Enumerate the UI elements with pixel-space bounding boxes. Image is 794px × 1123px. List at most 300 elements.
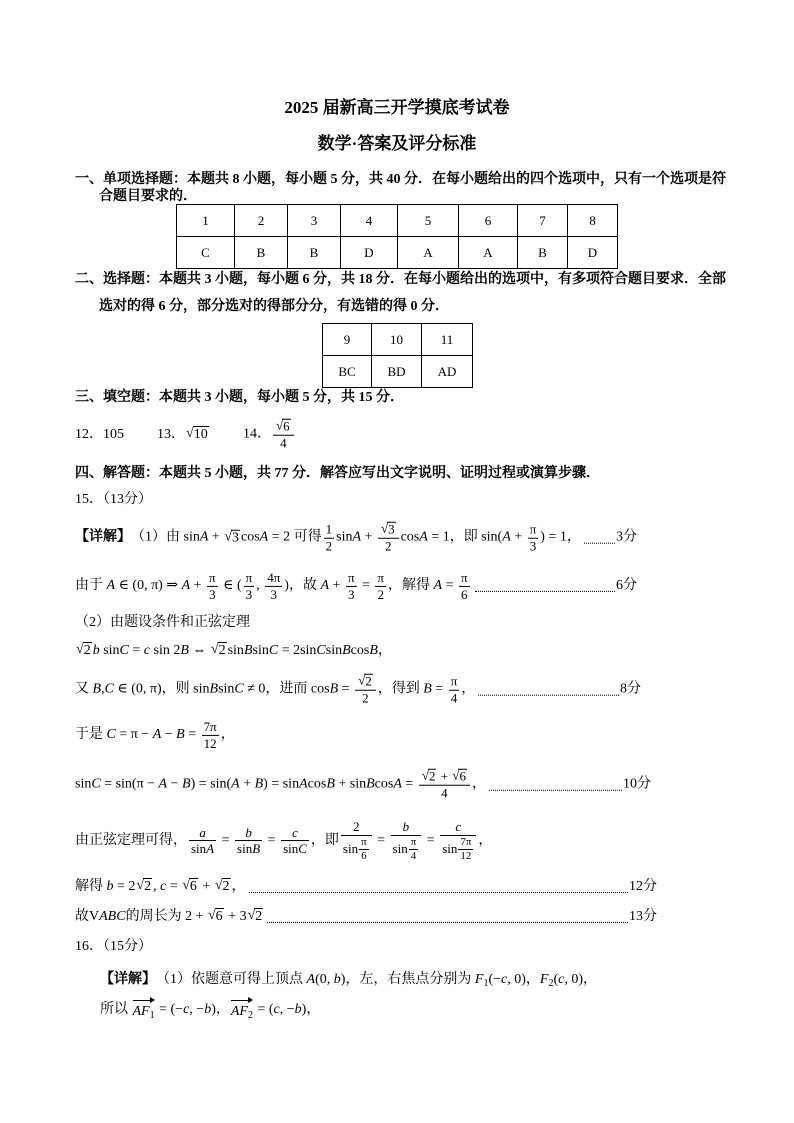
fraction bbox=[244, 570, 255, 602]
section1-heading: 一、单项选择题：本题共 8 小题，每小题 5 分，共 40 分．在每小题给出的四个选项中，只有一个选项是符 bbox=[75, 172, 726, 187]
text-run: + sin bbox=[334, 777, 367, 792]
dotted-leader bbox=[478, 695, 619, 696]
square-root bbox=[276, 419, 291, 435]
fraction bbox=[207, 570, 218, 602]
text-run: ( bbox=[553, 972, 559, 987]
fraction bbox=[459, 570, 470, 602]
q15-solution-line-2 bbox=[75, 570, 637, 602]
document-subtitle: 数学·答案及评分标准 bbox=[317, 134, 477, 153]
numerator bbox=[375, 570, 386, 586]
text-run: 3 bbox=[529, 538, 537, 554]
text-run: √ 2 bbox=[255, 909, 263, 925]
numerator bbox=[359, 836, 369, 849]
math-variable: b bbox=[294, 1002, 302, 1017]
q16-label: 16．（15分） bbox=[75, 939, 152, 954]
radicand bbox=[428, 769, 437, 785]
fraction bbox=[346, 570, 357, 602]
text-run: cos bbox=[374, 777, 394, 792]
text-run: 12 bbox=[203, 735, 217, 751]
numerator bbox=[440, 819, 476, 835]
math-variable: A bbox=[352, 530, 362, 545]
question-number-row bbox=[177, 205, 618, 237]
text-run: √ 2 bbox=[83, 643, 91, 659]
text-run: （1）依题意可得上顶点 bbox=[156, 972, 307, 987]
fraction bbox=[449, 674, 460, 706]
text-run: + bbox=[239, 777, 255, 792]
text-run: π bbox=[450, 673, 458, 689]
math-variable: b bbox=[106, 879, 114, 894]
text-run: = bbox=[338, 682, 354, 697]
numerator bbox=[189, 825, 216, 841]
text-run: ≠ 0，进而 cos bbox=[243, 682, 330, 697]
square-root bbox=[136, 878, 152, 895]
math-variable: c bbox=[292, 824, 298, 840]
vector bbox=[133, 999, 155, 1021]
text-run: , bbox=[153, 879, 161, 894]
denominator bbox=[528, 538, 539, 555]
text-run: (0, bbox=[315, 972, 334, 987]
denominator bbox=[459, 586, 470, 603]
radicand bbox=[189, 878, 198, 895]
multi-choice-answer-table bbox=[322, 323, 473, 388]
text-run: ∈ (0, π)，则 sin bbox=[113, 682, 210, 697]
fraction bbox=[265, 570, 282, 602]
text-run: √ 2 bbox=[218, 643, 226, 659]
question-number-cell: 6 bbox=[459, 205, 518, 237]
math-variable: B bbox=[243, 643, 253, 658]
section2-heading: 二、选择题：本题共 3 小题，每小题 6 分，共 18 分．在每小题给出的选项中，有多项符合题目要求．全部 bbox=[75, 272, 726, 287]
numerator bbox=[235, 825, 262, 841]
text-run: sin bbox=[237, 841, 253, 857]
math-variable: c bbox=[273, 1002, 280, 1017]
text-run: = bbox=[128, 643, 144, 658]
math-variable: c bbox=[558, 972, 565, 987]
math-variable: B bbox=[326, 777, 335, 792]
fraction bbox=[341, 819, 372, 863]
math-variable: C bbox=[106, 727, 116, 742]
math-variable: b bbox=[92, 643, 100, 658]
text-run: 7π bbox=[203, 718, 217, 734]
text-run: sin 2 bbox=[150, 643, 181, 658]
text-run: = bbox=[423, 833, 439, 848]
math-variable: A bbox=[106, 578, 116, 593]
numerator bbox=[419, 769, 470, 785]
text-run: cos bbox=[241, 530, 260, 545]
math-variable: B bbox=[176, 727, 185, 742]
numerator bbox=[324, 522, 335, 538]
math-variable: b bbox=[245, 824, 252, 840]
section1-heading-continued: 合题目要求的． bbox=[99, 189, 197, 204]
denominator bbox=[449, 690, 460, 707]
question-number-cell: 9 bbox=[323, 324, 372, 356]
text-run: ∈ (0, π) ⇒ bbox=[115, 578, 182, 593]
numerator bbox=[391, 819, 422, 835]
answer-cell: D bbox=[341, 237, 398, 269]
text-run: 6 bbox=[461, 586, 468, 602]
text-run: 12 bbox=[460, 849, 472, 862]
denominator bbox=[355, 690, 376, 707]
text-run: = bbox=[431, 682, 447, 697]
text-run: π bbox=[209, 569, 216, 585]
math-variable: A bbox=[231, 777, 240, 792]
vector bbox=[231, 999, 253, 1021]
radicand bbox=[143, 878, 152, 895]
math-variable: c bbox=[160, 879, 167, 894]
text-run: π bbox=[460, 569, 468, 585]
answer-cell: AD bbox=[422, 356, 473, 388]
text-run: , − bbox=[189, 1002, 205, 1017]
score: 13分 bbox=[629, 909, 657, 924]
text-run: sin bbox=[325, 643, 343, 658]
math-variable: A bbox=[502, 530, 511, 545]
text-run: = bbox=[166, 879, 182, 894]
text-run: 由正弦定理可得， bbox=[75, 833, 187, 848]
math-variable: A bbox=[152, 727, 162, 742]
answer-cell: B bbox=[288, 237, 341, 269]
numerator bbox=[458, 836, 473, 849]
text-run: 105 bbox=[103, 427, 124, 442]
fraction bbox=[409, 836, 419, 863]
numerator bbox=[202, 719, 219, 735]
text-run: √ 2 bbox=[222, 879, 230, 895]
text-run: = 2 bbox=[113, 879, 136, 894]
text-run: − bbox=[167, 777, 183, 792]
text-run: (− bbox=[488, 972, 502, 987]
q15-solution-line-4 bbox=[75, 642, 392, 660]
numerator bbox=[346, 570, 357, 586]
text-run: 3 bbox=[270, 586, 277, 602]
text-run: π bbox=[361, 835, 367, 848]
text-run: sin bbox=[336, 530, 353, 545]
dotted-leader bbox=[489, 790, 622, 791]
text-run: sin bbox=[392, 841, 408, 857]
text-run: , 0)， bbox=[564, 972, 598, 987]
q15-solution-line-10 bbox=[75, 908, 657, 926]
math-variable: c bbox=[183, 1002, 190, 1017]
math-variable: A bbox=[433, 578, 443, 593]
text-run: 4 bbox=[280, 435, 287, 451]
denominator bbox=[341, 835, 372, 863]
text-run: ， bbox=[231, 879, 246, 894]
radicand bbox=[387, 522, 396, 538]
text-run: + bbox=[198, 879, 214, 894]
score: 8分 bbox=[620, 682, 641, 697]
numerator bbox=[265, 570, 282, 586]
q16-solution-line-1 bbox=[100, 971, 597, 989]
question-number-cell: 3 bbox=[288, 205, 341, 237]
text-run: sin bbox=[252, 643, 269, 658]
radicand bbox=[218, 642, 227, 659]
radicand bbox=[231, 529, 240, 546]
denominator bbox=[419, 785, 470, 802]
text-run: √ 3 bbox=[388, 521, 395, 537]
dotted-leader bbox=[475, 591, 615, 592]
fraction bbox=[419, 769, 470, 802]
text-run: 的周长为 2 + bbox=[125, 909, 207, 924]
text-run: 4 bbox=[441, 785, 448, 801]
answer-row bbox=[323, 356, 473, 388]
math-variable: B bbox=[254, 777, 264, 792]
answer-cell: C bbox=[177, 237, 235, 269]
fraction bbox=[355, 674, 376, 707]
math-variable: A bbox=[320, 578, 330, 593]
score: 6分 bbox=[616, 578, 637, 593]
denominator bbox=[409, 849, 419, 863]
text-run: + bbox=[329, 578, 344, 593]
fraction bbox=[281, 825, 309, 857]
text-run: 6 bbox=[361, 849, 367, 862]
numerator bbox=[355, 674, 376, 690]
math-variable: B bbox=[180, 643, 189, 658]
question-number-cell: 11 bbox=[422, 324, 473, 356]
fraction bbox=[189, 825, 216, 857]
text-run: π bbox=[529, 521, 537, 537]
section2-heading-continued: 选对的得 6 分，部分选对的得部分分，有选错的得 0 分． bbox=[99, 299, 449, 314]
math-variable: C bbox=[316, 643, 326, 658]
text-run: sin bbox=[99, 643, 120, 658]
q15-solution-line-1 bbox=[75, 522, 637, 555]
text-run: 2 bbox=[385, 538, 392, 554]
square-root bbox=[182, 878, 198, 895]
answer-cell: B bbox=[235, 237, 288, 269]
numerator bbox=[528, 522, 539, 538]
text-run: 3 bbox=[347, 586, 355, 602]
text-run: π bbox=[245, 569, 253, 585]
text-run: sin bbox=[342, 841, 359, 857]
answer-label: 12． bbox=[75, 427, 103, 442]
square-root bbox=[224, 529, 240, 546]
text-run: )， bbox=[211, 1002, 230, 1017]
denominator bbox=[391, 835, 422, 863]
fraction bbox=[202, 719, 219, 751]
text-run: sin bbox=[283, 841, 299, 857]
text-run: = 2 可得 bbox=[268, 530, 322, 545]
square-root bbox=[381, 522, 396, 538]
text-run: ，即 bbox=[310, 833, 339, 848]
score: 12分 bbox=[629, 879, 657, 894]
dotted-leader bbox=[249, 892, 629, 893]
numerator bbox=[378, 522, 399, 538]
text-run: = π − bbox=[115, 727, 153, 742]
bold-label: 【详解】 bbox=[100, 972, 156, 987]
single-choice-answer-table bbox=[176, 204, 618, 269]
denominator bbox=[375, 586, 386, 603]
q15-solution-line-3 bbox=[75, 614, 250, 632]
fraction bbox=[378, 522, 399, 555]
text-run: 4 bbox=[450, 690, 458, 706]
text-run: ，得到 bbox=[377, 682, 424, 697]
text-run: , bbox=[101, 682, 105, 697]
math-variable: B bbox=[342, 643, 351, 658]
math-variable: AF bbox=[230, 1004, 248, 1019]
text-run: = 1，即 sin( bbox=[427, 530, 503, 545]
math-variable: c bbox=[143, 643, 150, 658]
text-run: 3 bbox=[209, 586, 216, 602]
text-run: 又 bbox=[75, 682, 93, 697]
q15-solution-line-5 bbox=[75, 674, 641, 707]
math-variable: B bbox=[252, 841, 261, 857]
text-run: , − bbox=[279, 1002, 295, 1017]
math-variable: A bbox=[419, 530, 428, 545]
question-number-cell: 4 bbox=[341, 205, 398, 237]
dotted-leader bbox=[267, 922, 628, 923]
text-run: ⇔ bbox=[188, 643, 210, 658]
text-run: π bbox=[410, 835, 417, 848]
square-root bbox=[211, 642, 227, 659]
denominator bbox=[458, 849, 473, 863]
text-run: + bbox=[437, 768, 452, 784]
answer-cell: A bbox=[459, 237, 518, 269]
text-run: 由于 bbox=[75, 578, 107, 593]
math-variable: A bbox=[259, 530, 269, 545]
radicand bbox=[83, 642, 92, 659]
denominator bbox=[244, 586, 255, 603]
text-run: = bbox=[401, 777, 417, 792]
score: 3分 bbox=[616, 530, 637, 545]
question-number-cell: 2 bbox=[235, 205, 288, 237]
text-run: ， bbox=[461, 682, 476, 697]
math-variable: F bbox=[474, 972, 484, 987]
text-run: √ 6 bbox=[283, 418, 290, 434]
numerator bbox=[341, 819, 372, 835]
radicand bbox=[458, 769, 467, 785]
math-variable: AF bbox=[132, 1004, 150, 1019]
text-run: 4 bbox=[410, 849, 417, 862]
text-run: √ 2 bbox=[365, 673, 372, 689]
answer-cell: BC bbox=[323, 356, 372, 388]
bold-label: 【详解】 bbox=[75, 530, 131, 545]
subscript: 1 bbox=[483, 978, 489, 989]
square-root bbox=[186, 426, 209, 443]
text-run: = bbox=[264, 833, 280, 848]
text-run: )， bbox=[301, 1002, 321, 1017]
text-run: 解得 bbox=[75, 879, 107, 894]
fill-answer-14 bbox=[243, 419, 296, 452]
denominator bbox=[440, 835, 476, 863]
fraction bbox=[528, 522, 539, 554]
text-run: = bbox=[442, 578, 457, 593]
answer-value bbox=[271, 419, 296, 452]
text-run: = bbox=[358, 578, 374, 593]
square-root bbox=[452, 769, 467, 785]
radicand bbox=[282, 419, 291, 435]
q15-solution-line-6 bbox=[75, 719, 235, 751]
text-run: sin bbox=[442, 841, 458, 857]
denominator bbox=[346, 586, 357, 603]
text-run: )，故 bbox=[284, 578, 321, 593]
fraction bbox=[273, 419, 294, 452]
text-run: = bbox=[218, 833, 234, 848]
math-variable: A bbox=[181, 578, 191, 593]
text-run: 7π bbox=[460, 835, 472, 848]
math-variable: c bbox=[455, 819, 462, 835]
question-number-cell: 5 bbox=[398, 205, 459, 237]
numerator bbox=[409, 836, 419, 849]
text-run: = (− bbox=[155, 1002, 184, 1017]
math-variable: b bbox=[333, 972, 341, 987]
question-number-cell: 1 bbox=[177, 205, 235, 237]
fraction bbox=[324, 522, 335, 554]
math-variable: C bbox=[119, 643, 129, 658]
q15-solution-line-7 bbox=[75, 769, 651, 802]
fraction bbox=[440, 819, 476, 863]
math-variable: C bbox=[298, 841, 307, 857]
denominator bbox=[273, 435, 294, 452]
answer-label: 14． bbox=[243, 427, 271, 442]
math-variable: B bbox=[209, 682, 219, 697]
denominator bbox=[235, 841, 262, 858]
math-variable: b bbox=[204, 1002, 212, 1017]
text-run: π bbox=[347, 569, 355, 585]
numerator bbox=[459, 570, 470, 586]
math-variable: A bbox=[199, 530, 209, 545]
fraction bbox=[375, 570, 386, 602]
dotted-leader bbox=[584, 543, 615, 544]
math-variable: A bbox=[158, 777, 168, 792]
math-variable: b bbox=[402, 819, 410, 835]
text-run: = bbox=[373, 833, 389, 848]
text-run: sin bbox=[75, 777, 92, 792]
text-run: = 2sin bbox=[278, 643, 317, 658]
text-run: ) = sin bbox=[263, 777, 300, 792]
math-variable: c bbox=[501, 972, 508, 987]
fraction bbox=[235, 825, 262, 857]
denominator bbox=[324, 538, 335, 555]
denominator bbox=[359, 849, 369, 863]
text-run: 1 bbox=[325, 521, 333, 537]
text-run: + bbox=[208, 530, 224, 545]
text-run: √ 3 bbox=[232, 530, 239, 546]
answer-value bbox=[185, 426, 210, 443]
answer-cell: D bbox=[568, 237, 618, 269]
text-run: 2 bbox=[377, 586, 384, 602]
answer-cell: B bbox=[518, 237, 568, 269]
text-run: √ 10 bbox=[193, 427, 208, 443]
text-run: ) = sin( bbox=[190, 777, 232, 792]
radicand bbox=[215, 908, 224, 925]
text-run: ， bbox=[478, 833, 493, 848]
math-variable: F bbox=[539, 972, 549, 987]
text-run: ∈ ( bbox=[219, 578, 242, 593]
subscript: 2 bbox=[548, 978, 554, 989]
fill-answer-12 bbox=[75, 426, 124, 444]
numerator bbox=[273, 419, 294, 435]
fraction bbox=[359, 836, 369, 863]
math-variable: C bbox=[268, 643, 279, 658]
text-run: 2 bbox=[362, 690, 369, 706]
math-variable: B bbox=[423, 682, 432, 697]
section3-heading: 三、填空题：本题共 3 小题，每小题 5 分，共 15 分． bbox=[75, 390, 404, 405]
subscript: 2 bbox=[247, 1010, 253, 1021]
math-variable: B bbox=[366, 777, 375, 792]
text-run: + bbox=[361, 530, 376, 545]
text-run: ，解得 bbox=[388, 578, 434, 593]
text-run: （2）由题设条件和正弦定理 bbox=[75, 615, 250, 630]
text-run: 故V bbox=[75, 909, 100, 924]
square-root bbox=[208, 908, 224, 925]
text-run: = bbox=[184, 727, 200, 742]
square-root bbox=[76, 642, 92, 659]
math-variable: C bbox=[234, 682, 244, 697]
numerator bbox=[244, 570, 255, 586]
math-variable: ABC bbox=[99, 909, 126, 924]
answer-row bbox=[177, 237, 618, 269]
math-variable: B bbox=[92, 682, 102, 697]
text-run: √ 6 bbox=[189, 879, 197, 895]
text-run: ， bbox=[377, 643, 392, 658]
numerator bbox=[281, 825, 309, 841]
square-root bbox=[358, 674, 373, 690]
